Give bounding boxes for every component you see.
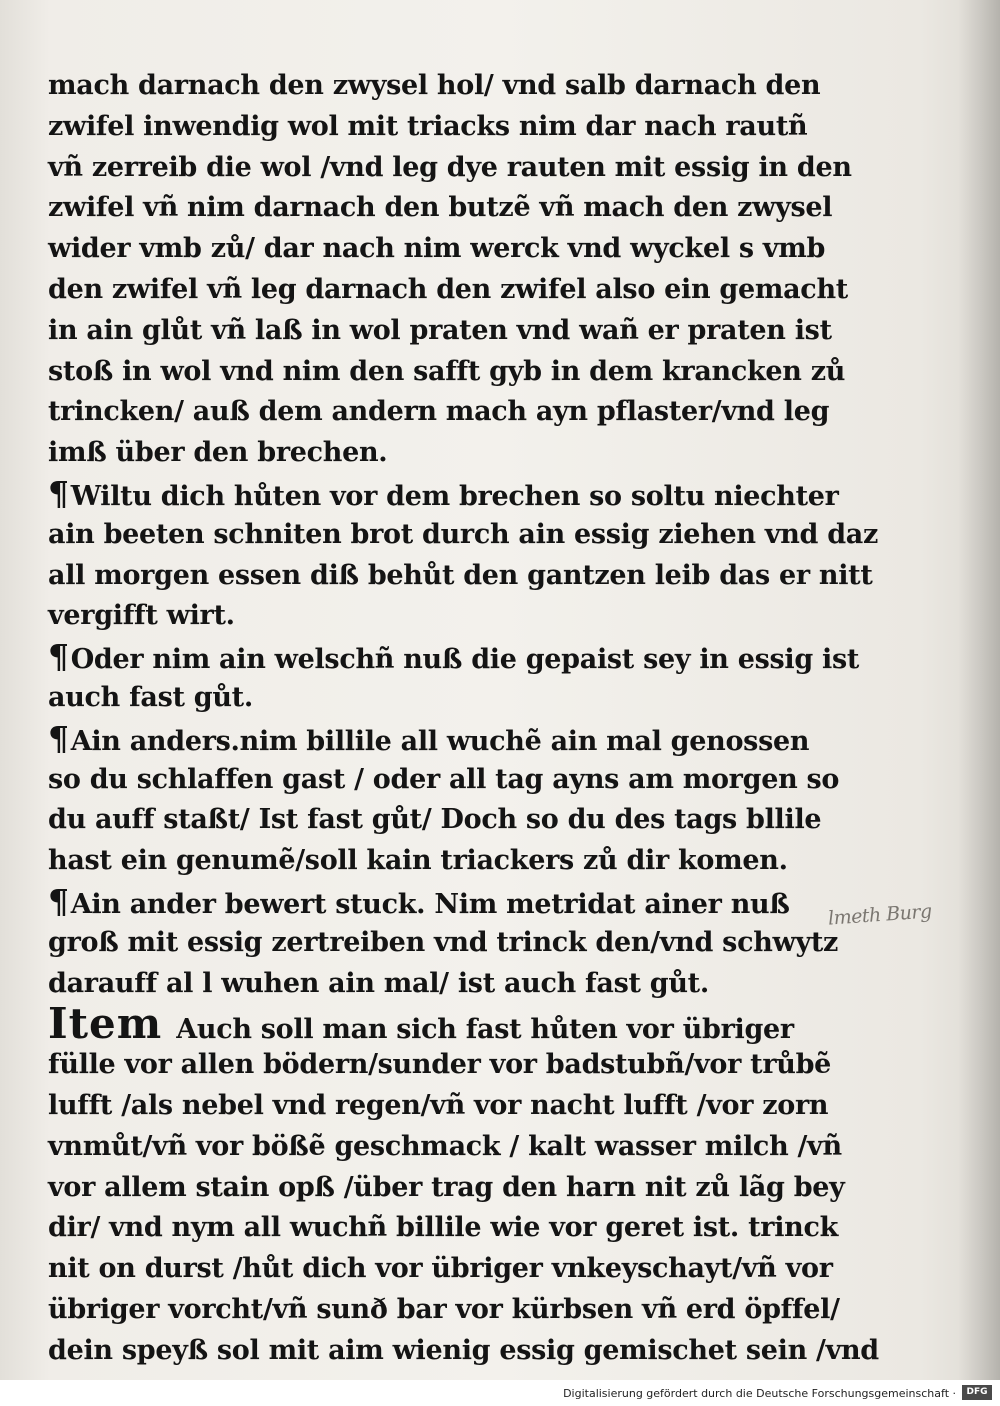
text-line: nit on durst /hůt dich vor übriger vnkeyschayt/vñ vor — [48, 1253, 833, 1285]
pilcrow-icon: ¶ — [48, 881, 69, 921]
digitization-footer — [0, 1380, 1000, 1406]
text-line: dir/ vnd nym all wuchñ billile wie vor geret ist. trinck — [48, 1212, 839, 1244]
text-line: den zwifel vñ leg darnach den zwifel also ein gemacht — [48, 273, 848, 305]
text-line: übriger vorcht/vñ sunð bar vor kürbsen vñ erd öpffel/ — [48, 1293, 840, 1325]
pilcrow-icon: ¶ — [48, 473, 69, 513]
text-line: vergifft wirt. — [48, 600, 235, 632]
item-heading-line: Item Auch soll man sich fast hůten vor übriger — [48, 999, 794, 1049]
text-line: lufft /als nebel vnd regen/vñ vor nacht lufft /vor zorn — [48, 1089, 829, 1121]
item-heading-word: Item — [48, 999, 163, 1049]
pilcrow-icon: ¶ — [48, 718, 69, 758]
text-line: dein speyß sol mit aim wienig essig gemischet sein /vnd — [48, 1334, 879, 1366]
text-line: vnmůt/vñ vor bößẽ geschmack / kalt wasser milch /vñ — [48, 1130, 842, 1162]
text-line: in ain glůt vñ laß in wol praten vnd wañ er praten ist — [48, 314, 832, 346]
text-line: mach darnach den zwysel hol/ vnd salb darnach den — [48, 70, 821, 101]
text-line: vñ zerreib die wol /vnd leg dye rauten mit essig in den — [48, 151, 852, 183]
text-line: ain beeten schniten brot durch ain essig ziehen vnd daz — [48, 518, 879, 550]
paragraph-line: ¶Oder nim ain welschñ nuß die gepaist sey in essig ist — [48, 637, 860, 677]
pilcrow-icon: ¶ — [48, 637, 69, 677]
text-line: du auff staßt/ Ist fast gůt/ Doch so du des tags bllile — [48, 804, 822, 836]
text-line: trincken/ auß dem andern mach ayn pflaster/vnd leg — [48, 396, 830, 428]
text-line: groß mit essig zertreiben vnd trinck den/vnd schwytz — [48, 926, 839, 958]
text-line: zwifel vñ nim darnach den butzẽ vñ mach den zwysel — [48, 192, 833, 224]
blackletter-text-block — [48, 66, 879, 1372]
text-line: darauff al l wuhen ain mal/ ist auch fast gůt. — [48, 967, 709, 999]
text-line: vor allem stain opß /über trag den harn nit zů lãg bey — [48, 1171, 845, 1203]
paragraph-line: ¶Wiltu dich hůten vor dem brechen so soltu niechter — [48, 473, 839, 513]
paragraph-line: ¶Ain ander bewert stuck. Nim metridat ainer nuß — [48, 881, 790, 921]
dfg-logo-icon: DFG — [962, 1385, 992, 1400]
text-line: stoß in wol vnd nim den safft gyb in dem krancken zů — [48, 355, 846, 387]
handwritten-marginal-note: lmeth Burg — [827, 900, 933, 930]
page-gutter-shadow — [958, 0, 1000, 1380]
text-line: wider vmb zů/ dar nach nim werck vnd wyckel s vmb — [48, 233, 826, 265]
footer-credit-text: Digitalisierung gefördert durch die Deutsche Forschungsgemeinschaft · — [563, 1387, 956, 1400]
text-line: zwifel inwendig wol mit triacks nim dar nach rautñ — [48, 110, 808, 142]
text-line: all morgen essen diß behůt den gantzen leib das er nitt — [48, 559, 873, 591]
text-line: auch fast gůt. — [48, 681, 253, 713]
text-line: so du schlaffen gast / oder all tag ayns am morgen so — [48, 763, 840, 795]
paragraph-line: ¶Ain anders.nim billile all wuchẽ ain mal genossen — [48, 718, 810, 758]
text-line: imß über den brechen. — [48, 437, 388, 469]
text-line: hast ein genumẽ/soll kain triackers zů dir komen. — [48, 845, 788, 877]
text-line: fülle vor allen bödern/sunder vor badstubñ/vor trůbẽ — [48, 1049, 832, 1081]
